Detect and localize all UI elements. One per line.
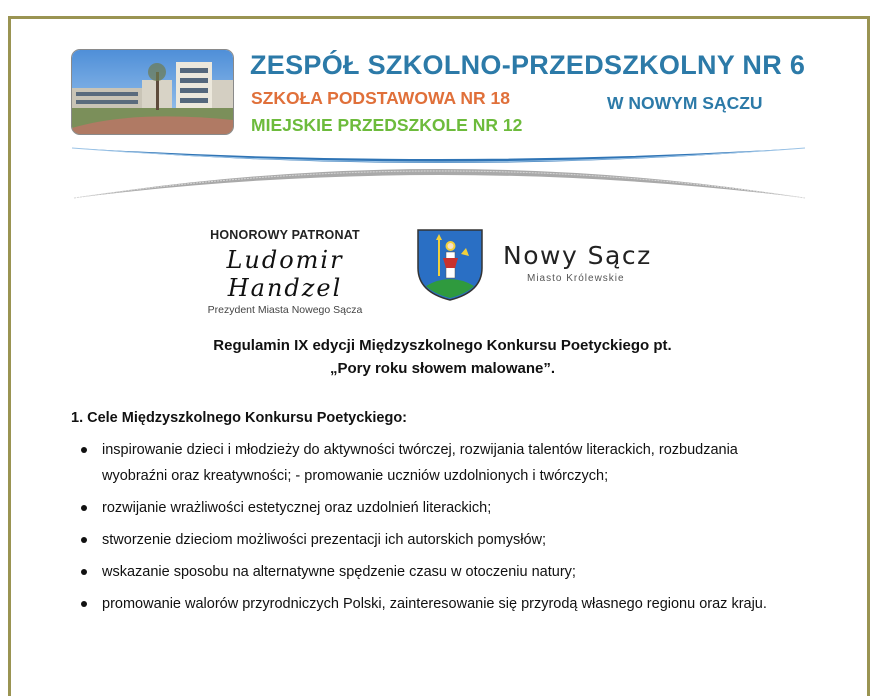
list-item [78,437,798,489]
bullet-icon [81,601,87,607]
nowy-sacz-crest-icon [416,228,484,302]
list-item [78,527,798,553]
list-item-text: rozwijanie wrażliwości estetycznej oraz uzdolnień literackich; [102,500,492,516]
list-item-text: wskazanie sposobu na alternatywne spędzenie czasu w otoczeniu natury; [102,564,576,580]
list-item [78,559,798,585]
school-complex-title: ZESPÓŁ SZKOLNO-PRZEDSZKOLNY NR 6 [250,50,806,80]
kindergarten-name: MIEJSKIE PRZEDSZKOLE NR 12 [251,115,523,135]
mayor-role: Prezydent Miasta Nowego Sącza [207,304,363,316]
primary-school-name: SZKOŁA PODSTAWOWA NR 18 [251,88,510,108]
school-building-photo [71,49,234,135]
bullet-icon [81,505,87,511]
city-logo-subtitle: Miasto Królewskie [527,273,625,284]
bullet-icon [81,569,87,575]
list-item-text: stworzenie dzieciom możliwości prezentacji ich autorskich pomysłów; [102,532,547,548]
regulation-title: Regulamin IX edycji Międzyszkolnego Konkursu Poetyckiego pt. [213,337,672,354]
mayor-signature: Ludomir Handzel [226,246,344,302]
honorary-patronage [180,228,390,316]
section-heading: 1. Cele Międzyszkolnego Konkursu Poetyckiego: [71,410,407,426]
city-label: W NOWYM SĄCZU [607,93,763,113]
list-item-text: promowanie walorów przyrodniczych Polski, zainteresowanie się przyrodą własnego regionu oraz kraju. [102,596,767,612]
list-item [78,495,798,521]
list-item [78,591,798,617]
header-swoosh-divider [70,140,810,205]
city-logo-name: Nowy Sącz [503,241,652,270]
patronage-title: HONOROWY PATRONAT [210,228,360,242]
regulation-subtitle: „Pory roku słowem malowane”. [329,360,556,377]
bullet-icon [81,447,87,453]
goals-list [78,437,798,623]
bullet-icon [81,537,87,543]
list-item-text: inspirowanie dzieci i młodzieży do aktywności twórczej, rozwijania talentów literackich, rozbudzania wyobraźni oraz kreatywności; - promowanie uczniów uzdolnionych i twórczych; [102,442,738,484]
